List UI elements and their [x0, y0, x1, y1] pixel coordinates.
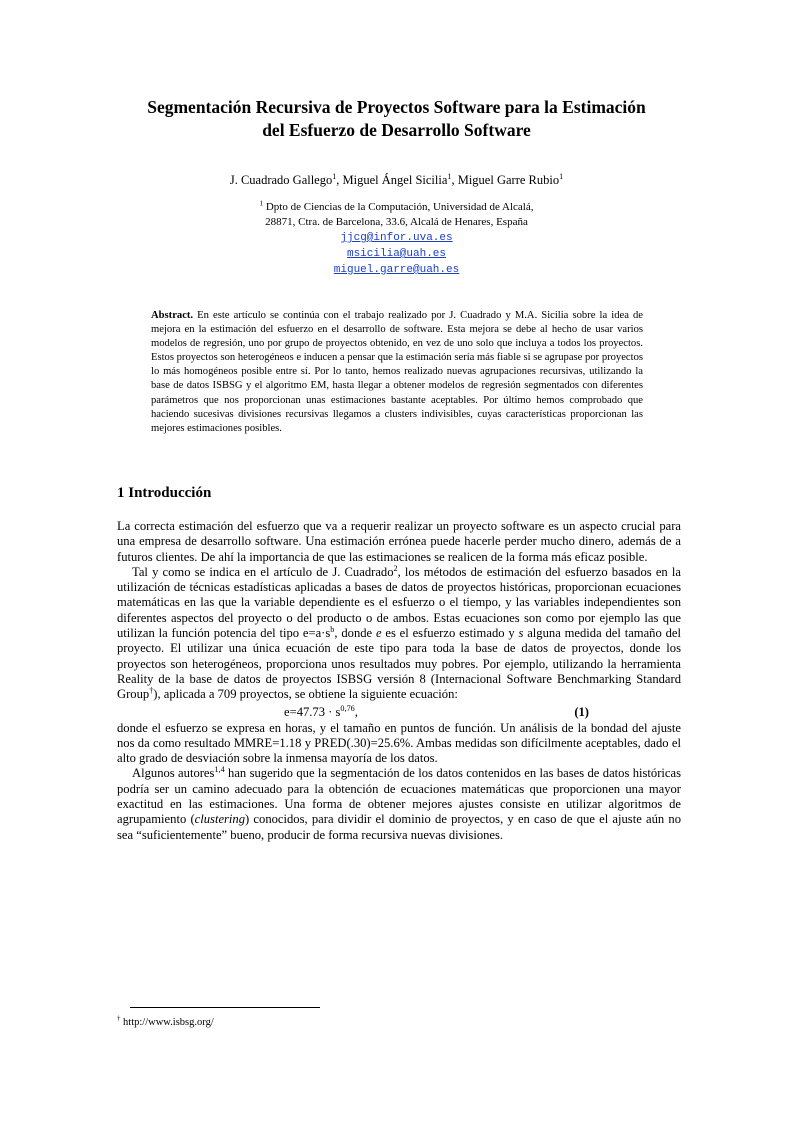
footnote-mark: †: [117, 1015, 121, 1023]
author-1: J. Cuadrado Gallego: [229, 173, 333, 187]
footnote-ref: †: [149, 686, 154, 696]
paragraph-1: La correcta estimación del esfuerzo que va a requerir realizar un proyecto software es un aspecto crucial para una empresa de desarrollo software. Una estimación errónea puede hacerle perder mucho dinero, además de a futuros clientes. De ahí la importancia de que las estimaciones se realicen de la forma más eficaz posible.: [117, 519, 681, 564]
author-2-affil-mark: 1: [447, 171, 452, 181]
paragraph-3: donde el esfuerzo se expresa en horas, y el tamaño en puntos de función. Un análisis de la bondad del ajuste nos da como resultado MMRE=1.18 y PRED(.30)=25.6%. Ambas medidas son difícilmente aceptables, dado el alto grado de desviación sobre la inmensa mayoría de los datos.: [117, 720, 681, 766]
author-2: Miguel Ángel Sicilia: [342, 173, 448, 187]
abstract: [151, 309, 643, 436]
email-link-3[interactable]: miguel.garre@uah.es: [333, 264, 460, 276]
paragraph-4: Algunos autores$^{1,4}$ han sugerido que la segmentación de los datos contenidos en las bases de datos históricas podría ser un camino adecuado para la obtención de ecuaciones matemáticas que proporcionen una mayor exactitud en las estimaciones. Una forma de obtener mejores ajustes consiste en utilizar algoritmos de agrupamiento (clustering) conocidos, para dividir el dominio de proyectos, y en caso de que el ajuste aún no sea “suficientemente” bueno, producir de forma recursiva nuevas divisiones.: [117, 765, 681, 842]
paragraph-2: Tal y como se indica en el artículo de J. Cuadrado$^2$, los métodos de estimación del esfuerzo basados en la utilización de técnicas estadísticas aplicadas a bases de datos de proyectos históricas, proporcionan ecuaciones matemáticas en las que la variable dependiente es el esfuerzo o el tiempo, y las variables independientes son diferentes aspectos del proyecto o del producto o de ambos. Estas ecuaciones son como por ejemplo las que utilizan la función potencia del tipo $e=a\cdot s^b$, donde e es el esfuerzo estimado y s alguna medida del tamaño del proyecto. El utilizar una única ecuación de este tipo para toda la base de datos de proyectos, donde los proyectos son heterogéneos, proporciona unos resultados muy pobres. Por ejemplo, utilizando la herramienta Reality de la base de datos de proyectos ISBSG versión 8 (Internacional Software Benchmarking Standard Group†), aplicada a 709 proyectos, se obtiene la siguiente ecuación:: [117, 563, 681, 702]
paper-title: [100, 96, 693, 142]
email-link-2[interactable]: msicilia@uah.es: [346, 248, 447, 260]
section-heading: 1 Introducción: [117, 485, 212, 501]
body-text: [117, 519, 681, 843]
title-line-2: del Esfuerzo de Desarrollo Software: [262, 120, 531, 140]
abstract-text: En este artículo se continúa con el trabajo realizado por J. Cuadrado y M.A. Sicilia sobre la idea de mejora en la estimación del esfuerzo en el desarrollo de software. Esta mejora se debe al hecho de usar varios modelos de regresión, uno por grupo de proyectos obtenido, en vez de uno solo que incluya a todos los proyectos. Estos proyectos son heterogéneos e inducen a pensar que la estimación sería más fiable si se agrupase por proyectos lo más homogéneos posible entre sí. Por lo tanto, hemos realizado nuevas agrupaciones recursivas, utilizando la base de datos ISBSG y el algoritmo EM, hasta llegar a obtener modelos de regresión segmentados con diferentes parámetros que nos proporcionan unas estimaciones bastante aceptables. Por último hemos comprobado que haciendo sucesivas divisiones recursivas llegamos a clusters indivisibles, cuyas características proporcionan las mejores estimaciones posibles.: [151, 310, 643, 434]
title-line-1: Segmentación Recursiva de Proyectos Software para la Estimación: [147, 97, 646, 117]
affiliation: [100, 200, 693, 278]
equation-1: [117, 703, 681, 721]
affil-line-1: Dpto de Ciencias de la Computación, Universidad de Alcalá,: [263, 201, 534, 213]
author-1-affil-mark: 1: [332, 171, 337, 181]
author-3: Miguel Garre Rubio: [457, 173, 560, 187]
equation-number: (1): [574, 704, 589, 719]
author-3-affil-mark: 1: [559, 171, 564, 181]
email-link-1[interactable]: jjcg@infor.uva.es: [340, 232, 453, 244]
affil-mark: 1: [259, 199, 264, 208]
citation-mark: 2: [393, 563, 398, 573]
affil-line-2: 28871, Ctra. de Barcelona, 33.6, Alcalá de Henares, España: [265, 216, 528, 228]
abstract-label: Abstract.: [151, 310, 194, 321]
citation-mark-2: 1,4: [214, 765, 225, 775]
footnote-url[interactable]: http://www.isbsg.org/: [120, 1017, 214, 1028]
footnote-divider: [130, 1007, 320, 1008]
equation-formula: $e=47.73 \cdot s^{0,76}$,: [284, 703, 358, 719]
author-list: J. Cuadrado Gallego$^1$, Miguel Ángel Sicilia$^1$, Miguel Garre Rubio$^1$: [229, 171, 564, 187]
footnote: [117, 1016, 214, 1030]
